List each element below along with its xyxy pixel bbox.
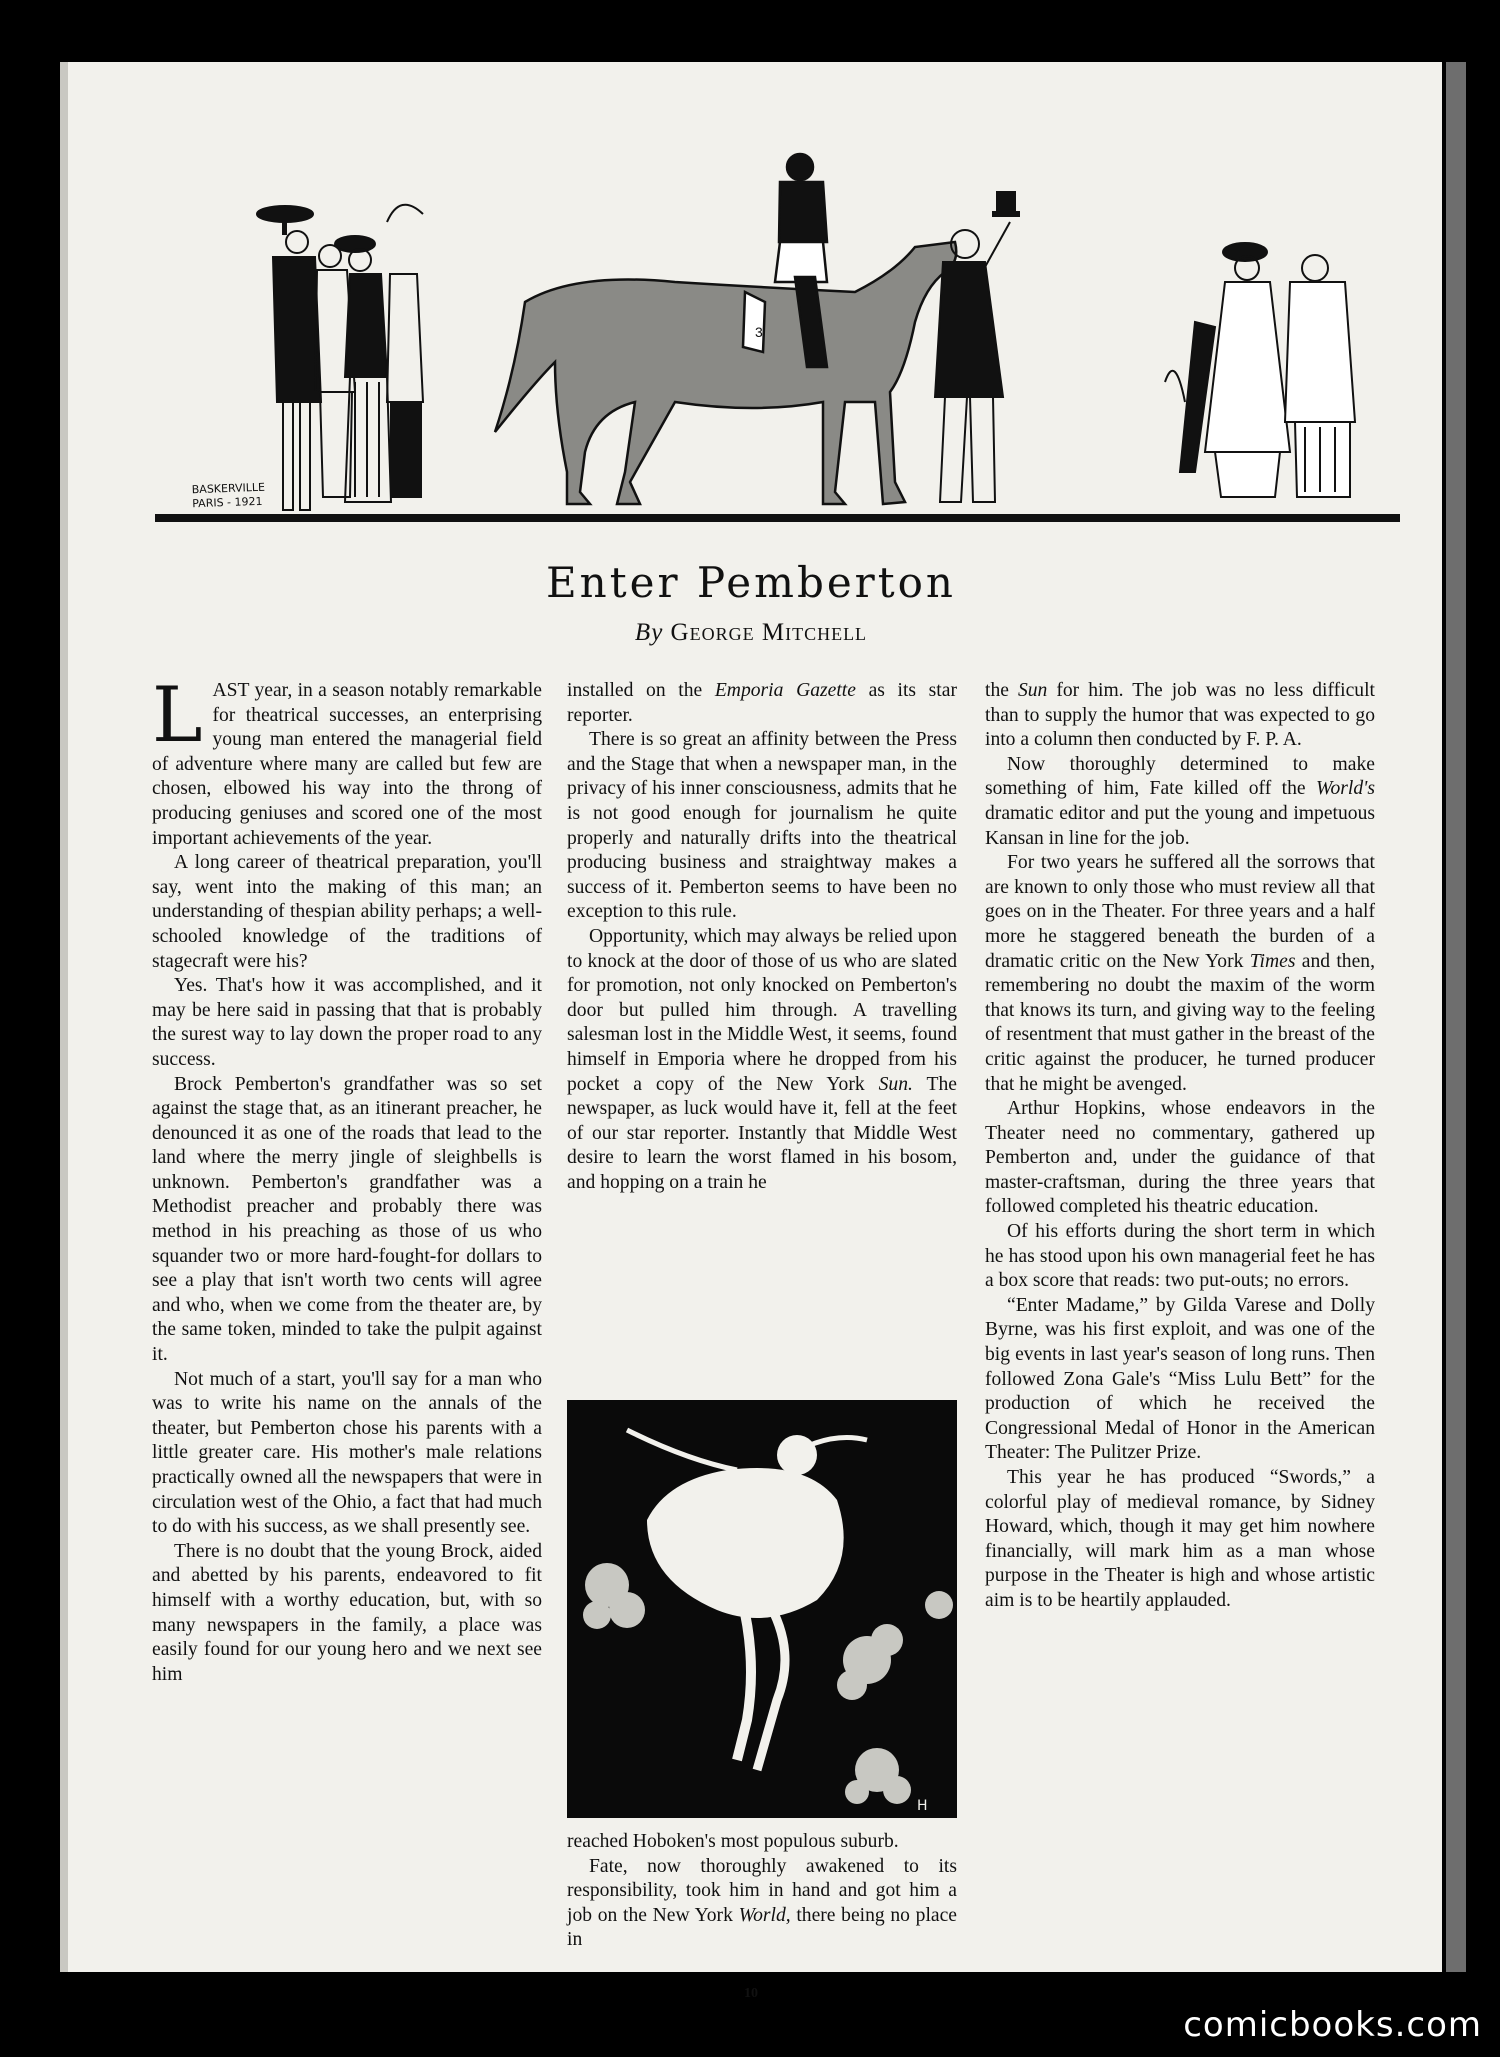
site-watermark: comicbooks.com <box>1183 2005 1482 2045</box>
paragraph: “Enter Madame,” by Gilda Varese and Dolly Byrne, was his first exploit, and was one of the big events in last year's season of long runs. Then followed Zona Gale's “Miss Lulu Bett” for the production of which he received the Congressional Medal of Honor in the American Theater: The Pulitzer Prize. <box>985 1294 1375 1464</box>
paragraph: Brock Pemberton's grandfather was so set against the stage that, as an itinerant preacher, he denounced it as one of the roads that lead to the land where the merry jingle of sleighbells is unknown. Pemberton's grandfather was a Methodist preacher and probably there was method in his preaching as those of us who squander two or more hard-fought-for dollars to see a play that isn't worth two cents will agree and who, when we come from the theater are, by the same token, minded to take the pulpit against it. <box>152 1073 542 1366</box>
dancer-illustration <box>567 1400 957 1818</box>
drop-cap: L <box>152 670 203 759</box>
racecourse-drawing <box>155 152 1400 527</box>
byline-author: George Mitchell <box>670 619 868 646</box>
paragraph: LAST year, in a season notably remarkable for theatrical successes, an enterprising young man entered the managerial field of adventure where many are called but few are chosen, elbowed his way into the throng of producing geniuses and scored one of the most important achievements of the year. <box>152 670 542 849</box>
paragraph: For two years he suffered all the sorrows that are known to only those who must review all that goes on in the Theater. For three years and a half more he staggered beneath the burden of a dramatic critic on the New York Times and then, remembering no doubt the maxim of the worm that knows its turn, and giving way to the feeling of resentment that must gather in the breast of the critic against the producer, he turned producer that he might be avenged. <box>985 852 1375 1095</box>
dancer-drawing <box>567 1400 957 1818</box>
svg-text:3: 3 <box>755 324 763 340</box>
paragraph: Not much of a start, you'll say for a man who was to write his name on the annals of the theater, but Pemberton chose his parents with a little greater care. His mother's male relations practically owned all the newspapers that were in circulation west of the Ohio, a fact that had much to do with his success, as we shall presently see. <box>152 1368 542 1538</box>
byline-by: By <box>634 619 664 646</box>
left-figure-group <box>257 205 423 510</box>
paragraph: installed on the Emporia Gazette as its star reporter. <box>567 680 957 726</box>
page-number: 10 <box>744 1986 758 2001</box>
paragraph: Arthur Hopkins, whose endeavors in the Theater need no commentary, gathered up Pemberton and, under the guidance of that master-craftsman, during the three years that followed completed his theatric education. <box>985 1098 1375 1218</box>
paragraph: reached Hoboken's most populous suburb. <box>567 1831 899 1852</box>
article-column-2 <box>567 679 957 1195</box>
article-column-2-continued <box>567 1830 957 1953</box>
saddle-number-label <box>755 324 763 340</box>
paragraph: This year he has produced “Swords,” a colorful play of medieval romance, by Sidney Howard, which, though it may get him nowhere financially, will mark him as a man whose purpose in the Theater is high and whose artistic aim is to be heartily applauded. <box>985 1467 1375 1611</box>
magazine-page <box>60 62 1442 2001</box>
paragraph: Of his efforts during the short term in which he has stood upon his own managerial feet he has a box score that reads: two put-outs; no errors. <box>985 1221 1375 1292</box>
svg-text:H: H <box>917 1798 928 1814</box>
man-with-top-hat <box>935 192 1019 502</box>
paragraph: There is so great an affinity between the Press and the Stage that when a newspaper man, in the privacy of his inner consciousness, admits that he is not good enough for journalism he quite properly and naturally drifts into the theatrical producing business and straightway makes a success of it. Pemberton seems to have been no exception to this rule. <box>567 729 957 923</box>
paragraph: Opportunity, which may always be relied upon to knock at the door of those of us who are slated for promotion, not only knocked on Pemberton's door but pulled him through. A travelling salesman lost in the Middle West, it seems, found himself in Emporia where he dropped from his pocket a copy of the New York Sun. The newspaper, as luck would have it, fell at the feet of our star reporter. Instantly that Middle West desire to learn the worst flamed in his bosom, and hopping on a train he <box>567 925 957 1193</box>
page-binding-edge <box>60 62 68 1972</box>
article-column-1 <box>152 670 542 1687</box>
header-illustration <box>155 152 1400 527</box>
page-right-edge <box>1446 62 1466 1972</box>
signature-place-date: PARIS - 1921 <box>192 494 263 511</box>
paragraph: A long career of theatrical preparation, you'll say, went into the making of this man; an understanding of thespian ability perhaps; a well-schooled knowledge of the traditions of stagecraft were his? <box>152 852 542 972</box>
paragraph: Now thoroughly determined to make something of him, Fate killed off the World's dramatic editor and put the young and impetuous Kansan in line for the job. <box>985 753 1375 849</box>
article-column-3 <box>985 679 1375 1614</box>
paragraph: the Sun for him. The job was no less difficult than to supply the humor that was expected to go into a column then conducted by F. P. A. <box>985 680 1375 751</box>
paragraph: Yes. That's how it was accomplished, and it may be here said in passing that that is probably the surest way to lay down the proper road to any success. <box>152 975 542 1070</box>
signature-name: BASKERVILLE <box>191 480 266 497</box>
horse-and-jockey <box>495 154 956 504</box>
byline <box>60 619 1442 647</box>
artist-signature <box>192 481 266 512</box>
article-title: Enter Pemberton <box>546 558 956 607</box>
paragraph: Fate, now thoroughly awakened to its responsibility, took him in hand and got him a job on the New York World, there being no place in <box>567 1855 957 1951</box>
paragraph: There is no doubt that the young Brock, aided and abetted by his parents, endeavored to fit himself with a worthy education, but, with so many newspapers in the family, a place was easily found for our young hero and we next see him <box>152 1540 542 1685</box>
right-figure-group <box>1165 243 1355 497</box>
